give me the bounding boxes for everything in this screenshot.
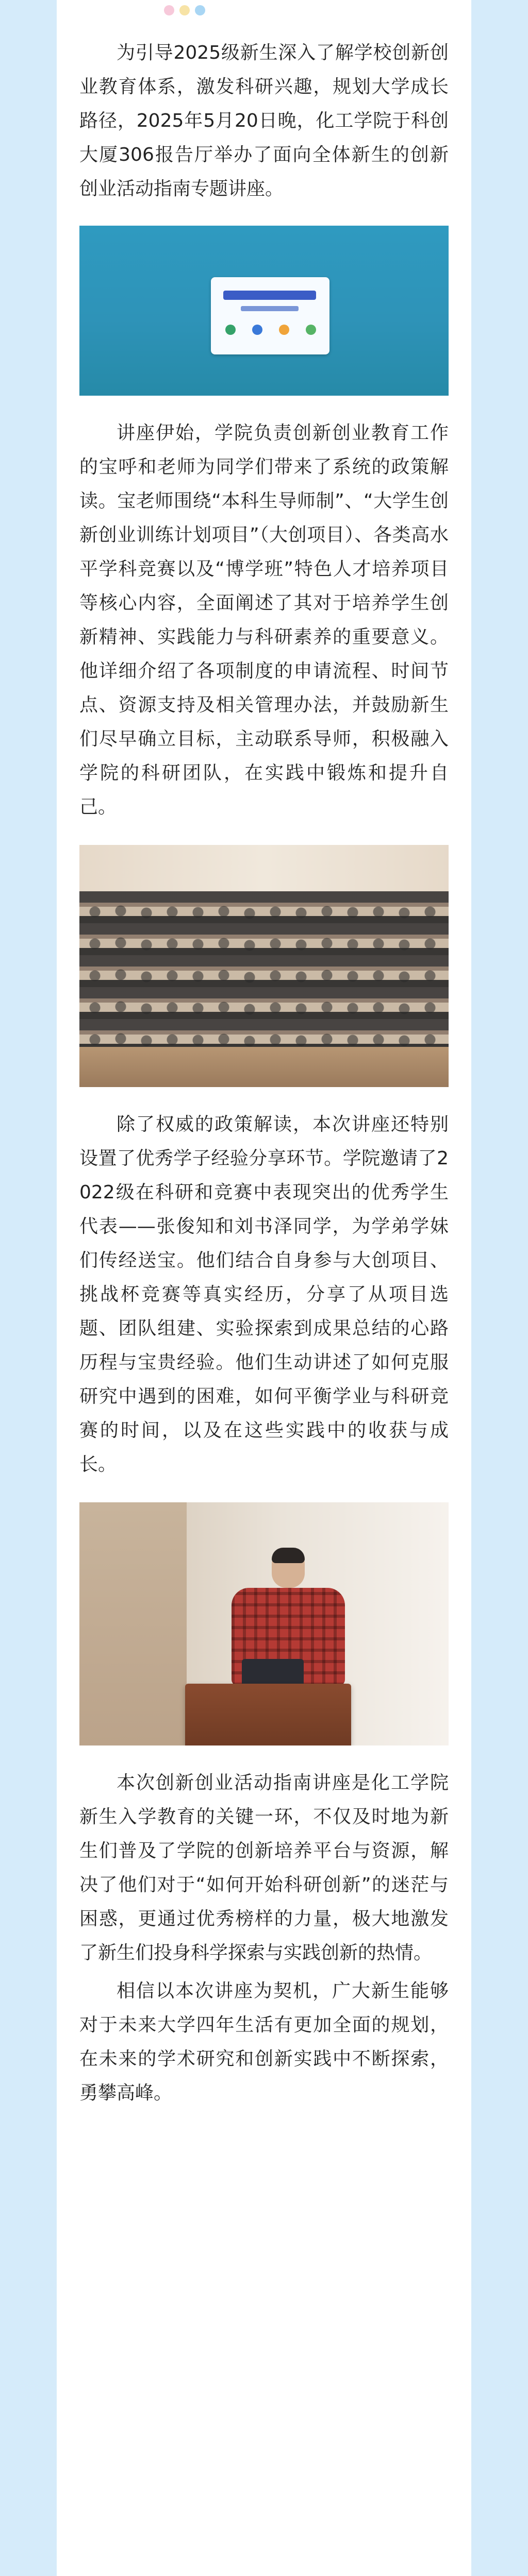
hall-wall: [79, 845, 449, 891]
projector-screen: [211, 277, 329, 354]
paragraph-intro: 为引导2025级新生深入了解学校创新创业教育体系，激发科研兴趣，规划大学成长路径，2025年5月20日晚，化工学院于科创大厦306报告厅举办了面向全体新生的创新创业活动指南专题讲座。: [79, 42, 449, 199]
laptop: [242, 1659, 304, 1684]
slide-title-bar: [223, 291, 316, 300]
front-desks: [79, 1047, 449, 1087]
decorative-dots: [164, 5, 205, 15]
slide-icon-2: [252, 325, 262, 335]
yellow-dot-icon: [179, 5, 190, 15]
left-background-band: [0, 0, 57, 2576]
right-background-band: [471, 0, 528, 2576]
article-content: [79, 36, 449, 2110]
paragraph-policy: 讲座伊始，学院负责创新创业教育工作的宝呼和老师为同学们带来了系统的政策解读。宝老师围绕“本科生导师制”、“大学生创新创业训练计划项目”（大创项目）、各类高水平学科竞赛以及“博学班”特色人才培养项目等核心内容，全面阐述了其对于培养学生创新精神、实践能力与科研素养的重要意义。他详细介绍了各项制度的申请流程、时间节点、资源支持及相关管理办法，并鼓励新生们尽早确立目标，主动联系导师，积极融入学院的科研团队，在实践中锻炼和提升自己。: [79, 422, 449, 818]
slide-icon-3: [279, 325, 289, 335]
speaker-hair: [272, 1548, 305, 1563]
paragraph-summary: 本次创新创业活动指南讲座是化工学院新生入学教育的关键一环，不仅及时地为新生们普及了学院的创新培养平台与资源，解决了他们对于“如何开始科研创新”的迷茫与困惑，更通过优秀榜样的力量，极大地激发了新生们投身科学探索与实践创新的热情。: [79, 1772, 449, 1963]
slide-subtitle-bar: [241, 306, 299, 311]
speaker-image: [79, 1502, 449, 1745]
paragraph-closing: 相信以本次讲座为契机，广大新生能够对于未来大学四年生活有更加全面的规划，在未来的学术研究和创新实践中不断探索，勇攀高峰。: [79, 1980, 449, 2104]
slide-icons: [225, 325, 316, 335]
podium: [185, 1684, 351, 1745]
slide-icon-1: [225, 325, 236, 335]
audience-image: [79, 845, 449, 1087]
wood-panel: [79, 1502, 187, 1745]
pink-dot-icon: [164, 5, 174, 15]
slide-icon-4: [306, 325, 316, 335]
blue-dot-icon: [195, 5, 205, 15]
paragraph-sharing: 除了权威的政策解读，本次讲座还特别设置了优秀学子经验分享环节。学院邀请了2022级在科研和竞赛中表现突出的优秀学生代表——张俊知和刘书泽同学，为学弟学妹们传经送宝。他们结合自身参与大创项目、挑战杯竞赛等真实经历，分享了从项目选题、团队组建、实验探索到成果总结的心路历程与宝贵经验。他们生动讲述了如何克服研究中遇到的困难，如何平衡学业与科研竞赛的时间，以及在这些实践中的收获与成长。: [79, 1114, 449, 1475]
lecture-slide-image: [79, 226, 449, 396]
